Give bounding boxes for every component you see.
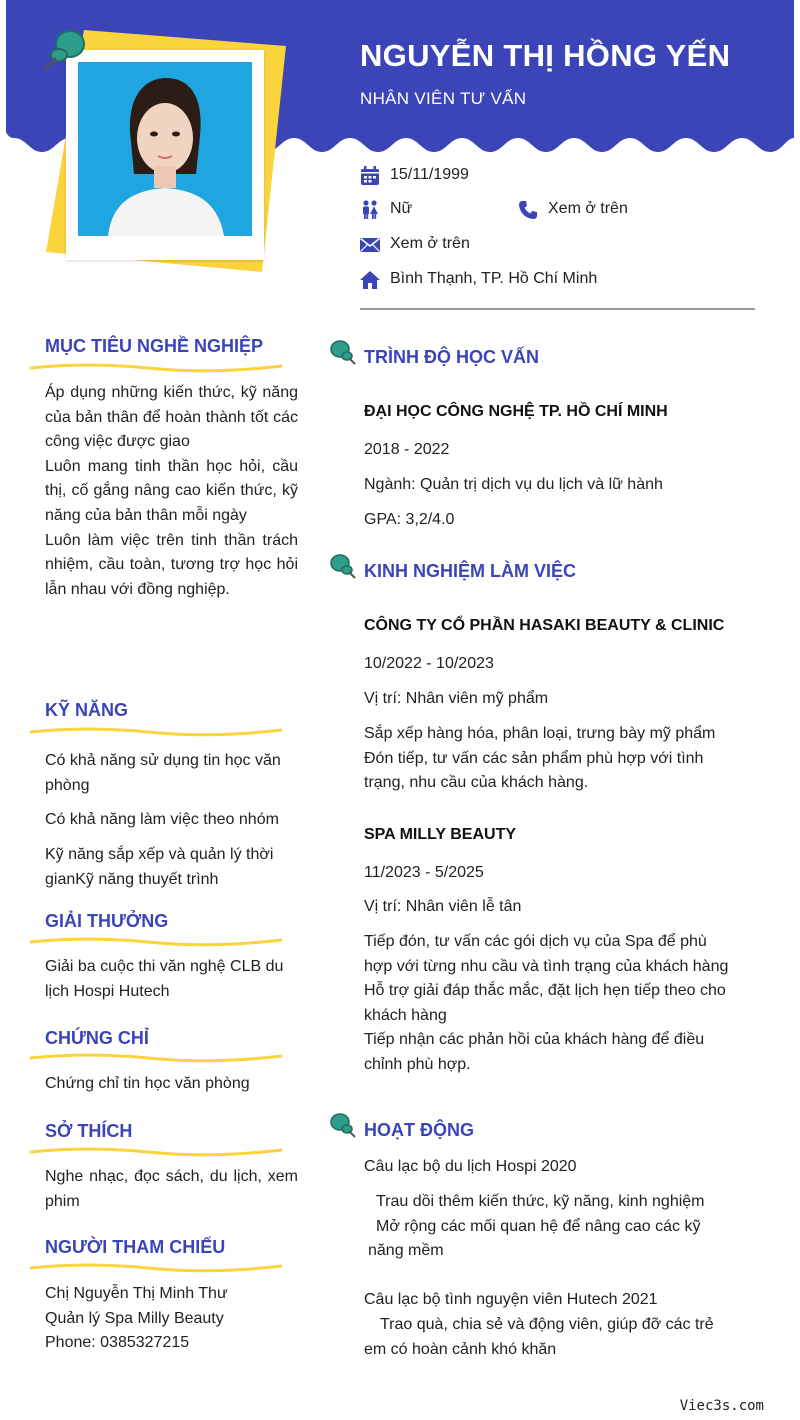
certificate-item: Chứng chỉ tin học văn phòng (45, 1075, 250, 1092)
job-position: Vị trí: Nhân viên mỹ phẩm (364, 690, 549, 707)
job-duties (364, 930, 734, 1078)
email-value: Xem ở trên (390, 235, 470, 252)
objective-title: MỤC TIÊU NGHỀ NGHIỆP (45, 336, 264, 356)
reference-phone: Phone: 0385327215 (45, 1334, 190, 1352)
reference-block (45, 1282, 298, 1356)
education-period: 2018 - 2022 (364, 441, 450, 458)
home-icon (360, 270, 380, 290)
hobby-item: Nghe nhạc, đọc sách, du lịch, xem phim (45, 1168, 298, 1210)
certificates-underline (28, 1052, 284, 1064)
pushpin-icon (328, 552, 356, 580)
awards-title: GIẢI THƯỞNG (45, 911, 169, 931)
job-duty: Sắp xếp hàng hóa, phân loại, trưng bày mỹ phẩm (364, 725, 716, 742)
skill-item: Có khả năng sử dụng tin học văn phòng (45, 752, 281, 794)
photo-frame (66, 50, 264, 260)
activity-line: Trau dồi thêm kiến thức, kỹ năng, kinh nghiệm (376, 1193, 705, 1210)
watermark: Viec3s.com (679, 1398, 764, 1414)
header-divider (360, 308, 755, 310)
envelope-icon (360, 235, 380, 255)
pushpin-icon (328, 1111, 356, 1139)
job-duty: Đón tiếp, tư vấn các sản phẩm phù hợp với tình trạng, nhu cầu của khách hàng. (364, 749, 704, 792)
reference-role: Quản lý Spa Milly Beauty (45, 1309, 224, 1327)
activity-line: Mở rộng các mối quan hệ để nâng cao các kỹ năng mềm (368, 1217, 701, 1260)
objective-text (45, 381, 298, 602)
objective-line: Áp dụng những kiến thức, kỹ năng của bản thân để hoàn thành tốt các công việc được giao (45, 384, 298, 451)
activity-lines (364, 1313, 724, 1362)
pushpin-icon (40, 26, 92, 74)
objective-line: Luôn làm việc trên tinh thần trách nhiệm, cầu toàn, tương trợ học hỏi lẫn nhau với đồng nghiệp. (45, 531, 298, 598)
hobbies-underline (28, 1146, 284, 1158)
avatar (78, 62, 252, 236)
references-underline (28, 1262, 284, 1274)
education-gpa: GPA: 3,2/4.0 (364, 511, 455, 528)
references-title: NGƯỜI THAM CHIẾU (45, 1237, 226, 1257)
candidate-name: NGUYỄN THỊ HỒNG YẾN (360, 38, 731, 73)
job-duty: Tiếp nhận các phản hồi của khách hàng để điều chỉnh phù hợp. (364, 1031, 705, 1073)
job-duty: Hỗ trợ giải đáp thắc mắc, đặt lịch hẹn tiếp theo cho khách hàng (364, 982, 726, 1024)
pushpin-icon (328, 338, 356, 366)
profile-photo-area (40, 26, 300, 276)
job-company: SPA MILLY BEAUTY (364, 826, 517, 843)
education-major: Ngành: Quản trị dịch vụ du lịch và lữ hành (364, 476, 663, 493)
job-period: 10/2022 - 10/2023 (364, 655, 494, 672)
phone-value: Xem ở trên (548, 200, 628, 217)
gender-icon (360, 200, 380, 220)
skill-item: Kỹ năng sắp xếp và quản lý thời gianKỹ năng thuyết trình (45, 846, 274, 888)
experience-title: KINH NGHIỆM LÀM VIỆC (364, 561, 577, 581)
hobbies-title: SỞ THÍCH (45, 1121, 133, 1141)
skill-item: Có khả năng làm việc theo nhóm (45, 811, 279, 828)
activity-lines (368, 1190, 733, 1264)
address-value: Bình Thạnh, TP. Hồ Chí Minh (390, 270, 598, 287)
gender-value: Nữ (390, 200, 413, 217)
education-title: TRÌNH ĐỘ HỌC VẤN (364, 347, 539, 367)
activity-group-name: Câu lạc bộ du lịch Hospi 2020 (364, 1158, 577, 1175)
calendar-icon (360, 166, 380, 186)
certificates-title: CHỨNG CHỈ (45, 1028, 149, 1048)
activity-line: Trao quà, chia sẻ và động viên, giúp đỡ các trẻ em có hoàn cảnh khó khăn (364, 1316, 714, 1358)
skills-underline (28, 726, 284, 738)
awards-underline (28, 936, 284, 948)
activities-title: HOẠT ĐỘNG (364, 1120, 474, 1140)
birthday-value: 15/11/1999 (390, 166, 469, 183)
job-title: NHÂN VIÊN TƯ VẤN (360, 89, 527, 108)
job-position: Vị trí: Nhân viên lễ tân (364, 898, 522, 915)
objective-underline (28, 362, 284, 374)
job-company: CÔNG TY CỔ PHẦN HASAKI BEAUTY & CLINIC (364, 617, 725, 634)
award-item: Giải ba cuộc thi văn nghệ CLB du lịch Hospi Hutech (45, 958, 284, 1000)
education-school: ĐẠI HỌC CÔNG NGHỆ TP. HỒ CHÍ MINH (364, 403, 668, 420)
reference-name: Chị Nguyễn Thị Minh Thư (45, 1285, 228, 1302)
job-duty: Tiếp đón, tư vấn các gói dịch vụ của Spa để phù hợp với từng nhu cầu và tình trạng của khách hàng (364, 933, 729, 975)
job-duties (364, 722, 739, 796)
objective-line: Luôn mang tinh thần học hỏi, cầu thị, cố gắng nâng cao kiến thức, kỹ năng của bản thân mỗi ngày (45, 457, 298, 524)
job-period: 11/2023 - 5/2025 (364, 864, 484, 881)
skills-title: KỸ NĂNG (45, 700, 129, 720)
activity-group-name: Câu lạc bộ tình nguyện viên Hutech 2021 (364, 1291, 658, 1308)
phone-icon (518, 200, 538, 220)
